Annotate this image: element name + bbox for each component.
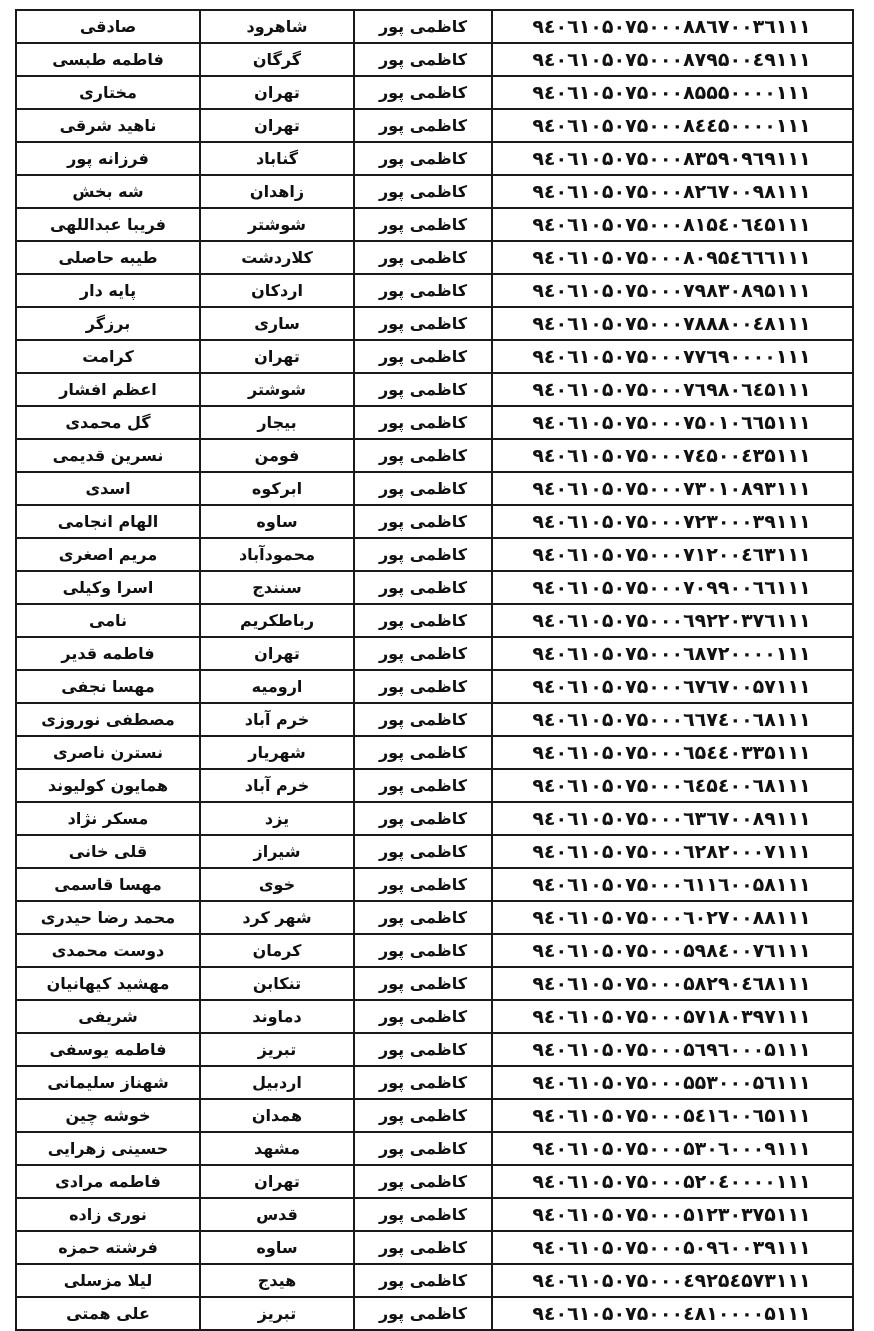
city-cell: سنندج bbox=[200, 571, 354, 604]
city-cell: خوی bbox=[200, 868, 354, 901]
city-cell: شاهرود bbox=[200, 10, 354, 43]
account-number-cell: ۹٤۰٦۱۰۵۰۷۵۰۰۰۵۱۲۳۰۳۷۵۱۱۱ bbox=[492, 1198, 853, 1231]
account-number-cell: ۹٤۰٦۱۰۵۰۷۵۰۰۰٦۸۷۲۰۰۰۰۱۱۱ bbox=[492, 637, 853, 670]
family-name-cell: کاظمی پور bbox=[354, 76, 492, 109]
family-name-cell: کاظمی پور bbox=[354, 307, 492, 340]
table-row bbox=[16, 76, 853, 109]
account-number-cell: ۹٤۰٦۱۰۵۰۷۵۰۰۰۵۰۹٦۰۰۳۹۱۱۱ bbox=[492, 1231, 853, 1264]
person-name-cell: برزگر bbox=[16, 307, 200, 340]
family-name-cell: کاظمی پور bbox=[354, 1033, 492, 1066]
account-number-cell: ۹٤۰٦۱۰۵۰۷۵۰۰۰۷۲۳۰۰۰۳۹۱۱۱ bbox=[492, 505, 853, 538]
table-row bbox=[16, 835, 853, 868]
city-cell: ارومیه bbox=[200, 670, 354, 703]
family-name-cell: کاظمی پور bbox=[354, 274, 492, 307]
person-name-cell: فاطمه قدیر bbox=[16, 637, 200, 670]
table-row bbox=[16, 505, 853, 538]
city-cell: گناباد bbox=[200, 142, 354, 175]
city-cell: مشهد bbox=[200, 1132, 354, 1165]
city-cell: ساوه bbox=[200, 1231, 354, 1264]
person-name-cell: فاطمه مرادی bbox=[16, 1165, 200, 1198]
city-cell: ساری bbox=[200, 307, 354, 340]
account-number-cell: ۹٤۰٦۱۰۵۰۷۵۰۰۰۸۲٦۷۰۰۹۸۱۱۱ bbox=[492, 175, 853, 208]
table-row bbox=[16, 1000, 853, 1033]
family-name-cell: کاظمی پور bbox=[354, 1132, 492, 1165]
account-number-cell: ۹٤۰٦۱۰۵۰۷۵۰۰۰۵۹۸٤۰۰۷٦۱۱۱ bbox=[492, 934, 853, 967]
table-row bbox=[16, 1165, 853, 1198]
account-number-cell: ۹٤۰٦۱۰۵۰۷۵۰۰۰۸۷۹۵۰۰٤۹۱۱۱ bbox=[492, 43, 853, 76]
family-name-cell: کاظمی پور bbox=[354, 868, 492, 901]
family-name-cell: کاظمی پور bbox=[354, 406, 492, 439]
city-cell: فومن bbox=[200, 439, 354, 472]
account-number-cell: ۹٤۰٦۱۰۵۰۷۵۰۰۰۷۷٦۹۰۰۰۰۱۱۱ bbox=[492, 340, 853, 373]
person-name-cell: اسرا وکیلی bbox=[16, 571, 200, 604]
table-row bbox=[16, 109, 853, 142]
family-name-cell: کاظمی پور bbox=[354, 208, 492, 241]
city-cell: تهران bbox=[200, 76, 354, 109]
family-name-cell: کاظمی پور bbox=[354, 373, 492, 406]
account-number-cell: ۹٤۰٦۱۰۵۰۷۵۰۰۰۸٤٤۵۰۰۰۰۱۱۱ bbox=[492, 109, 853, 142]
account-number-cell: ۹٤۰٦۱۰۵۰۷۵۰۰۰٦۹۲۲۰۳۷٦۱۱۱ bbox=[492, 604, 853, 637]
table-row bbox=[16, 637, 853, 670]
city-cell: خرم آباد bbox=[200, 703, 354, 736]
family-name-cell: کاظمی پور bbox=[354, 802, 492, 835]
city-cell: کلاردشت bbox=[200, 241, 354, 274]
account-number-cell: ۹٤۰٦۱۰۵۰۷۵۰۰۰٤۸۱۰۰۰۰۵۱۱۱ bbox=[492, 1297, 853, 1330]
account-number-cell: ۹٤۰٦۱۰۵۰۷۵۰۰۰٦۵٤٤۰۳۳۵۱۱۱ bbox=[492, 736, 853, 769]
family-name-cell: کاظمی پور bbox=[354, 1066, 492, 1099]
city-cell: محمودآباد bbox=[200, 538, 354, 571]
city-cell: شوشتر bbox=[200, 373, 354, 406]
city-cell: کرمان bbox=[200, 934, 354, 967]
person-name-cell: مهسا قاسمی bbox=[16, 868, 200, 901]
family-name-cell: کاظمی پور bbox=[354, 934, 492, 967]
family-name-cell: کاظمی پور bbox=[354, 835, 492, 868]
family-name-cell: کاظمی پور bbox=[354, 1000, 492, 1033]
table-row bbox=[16, 307, 853, 340]
family-name-cell: کاظمی پور bbox=[354, 1198, 492, 1231]
records-table bbox=[15, 9, 854, 1331]
person-name-cell: طیبه حاصلی bbox=[16, 241, 200, 274]
city-cell: ساوه bbox=[200, 505, 354, 538]
account-number-cell: ۹٤۰٦۱۰۵۰۷۵۰۰۰٦۳٦۷۰۰۸۹۱۱۱ bbox=[492, 802, 853, 835]
account-number-cell: ۹٤۰٦۱۰۵۰۷۵۰۰۰۸۱۵٤۰٦٤۵۱۱۱ bbox=[492, 208, 853, 241]
table-row bbox=[16, 1099, 853, 1132]
person-name-cell: الهام انجامی bbox=[16, 505, 200, 538]
city-cell: شهر کرد bbox=[200, 901, 354, 934]
table-row bbox=[16, 142, 853, 175]
account-number-cell: ۹٤۰٦۱۰۵۰۷۵۰۰۰۷۹۸۳۰۸۹۵۱۱۱ bbox=[492, 274, 853, 307]
person-name-cell: نوری زاده bbox=[16, 1198, 200, 1231]
table-row bbox=[16, 1198, 853, 1231]
table-row bbox=[16, 868, 853, 901]
table-row bbox=[16, 736, 853, 769]
family-name-cell: کاظمی پور bbox=[354, 43, 492, 76]
table-row bbox=[16, 1264, 853, 1297]
person-name-cell: مهشید کیهانیان bbox=[16, 967, 200, 1000]
city-cell: تنکابن bbox=[200, 967, 354, 1000]
account-number-cell: ۹٤۰٦۱۰۵۰۷۵۰۰۰۵۷۱۸۰۳۹۷۱۱۱ bbox=[492, 1000, 853, 1033]
person-name-cell: ناهید شرقی bbox=[16, 109, 200, 142]
table-row bbox=[16, 175, 853, 208]
table-row bbox=[16, 538, 853, 571]
table-row bbox=[16, 340, 853, 373]
account-number-cell: ۹٤۰٦۱۰۵۰۷۵۰۰۰۷٦۹۸۰٦٤۵۱۱۱ bbox=[492, 373, 853, 406]
account-number-cell: ۹٤۰٦۱۰۵۰۷۵۰۰۰۸۰۹۵٤٦٦٦۱۱۱ bbox=[492, 241, 853, 274]
person-name-cell: حسینی زهرایی bbox=[16, 1132, 200, 1165]
person-name-cell: شریفی bbox=[16, 1000, 200, 1033]
person-name-cell: کرامت bbox=[16, 340, 200, 373]
city-cell: دماوند bbox=[200, 1000, 354, 1033]
person-name-cell: خوشه چین bbox=[16, 1099, 200, 1132]
city-cell: تهران bbox=[200, 637, 354, 670]
city-cell: ابرکوه bbox=[200, 472, 354, 505]
account-number-cell: ۹٤۰٦۱۰۵۰۷۵۰۰۰۵۸۲۹۰٤٦۸۱۱۱ bbox=[492, 967, 853, 1000]
city-cell: تهران bbox=[200, 1165, 354, 1198]
table-row bbox=[16, 274, 853, 307]
account-number-cell: ۹٤۰٦۱۰۵۰۷۵۰۰۰٦۰۲۷۰۰۸۸۱۱۱ bbox=[492, 901, 853, 934]
family-name-cell: کاظمی پور bbox=[354, 439, 492, 472]
family-name-cell: کاظمی پور bbox=[354, 571, 492, 604]
account-number-cell: ۹٤۰٦۱۰۵۰۷۵۰۰۰۵۳۰٦۰۰۰۹۱۱۱ bbox=[492, 1132, 853, 1165]
person-name-cell: فاطمه طبسی bbox=[16, 43, 200, 76]
person-name-cell: نامی bbox=[16, 604, 200, 637]
person-name-cell: شه بخش bbox=[16, 175, 200, 208]
person-name-cell: پایه دار bbox=[16, 274, 200, 307]
account-number-cell: ۹٤۰٦۱۰۵۰۷۵۰۰۰٦۱۱٦۰۰۵۸۱۱۱ bbox=[492, 868, 853, 901]
account-number-cell: ۹٤۰٦۱۰۵۰۷۵۰۰۰٦٦۷٤۰۰٦۸۱۱۱ bbox=[492, 703, 853, 736]
family-name-cell: کاظمی پور bbox=[354, 1165, 492, 1198]
table-row bbox=[16, 802, 853, 835]
person-name-cell: صادقی bbox=[16, 10, 200, 43]
account-number-cell: ۹٤۰٦۱۰۵۰۷۵۰۰۰۸۳۵۹۰۹٦۹۱۱۱ bbox=[492, 142, 853, 175]
person-name-cell: لیلا مزسلی bbox=[16, 1264, 200, 1297]
city-cell: هیدج bbox=[200, 1264, 354, 1297]
family-name-cell: کاظمی پور bbox=[354, 769, 492, 802]
city-cell: اردکان bbox=[200, 274, 354, 307]
family-name-cell: کاظمی پور bbox=[354, 142, 492, 175]
city-cell: زاهدان bbox=[200, 175, 354, 208]
person-name-cell: همایون کولیوند bbox=[16, 769, 200, 802]
family-name-cell: کاظمی پور bbox=[354, 967, 492, 1000]
table-row bbox=[16, 1066, 853, 1099]
city-cell: شوشتر bbox=[200, 208, 354, 241]
person-name-cell: فاطمه یوسفی bbox=[16, 1033, 200, 1066]
city-cell: تهران bbox=[200, 109, 354, 142]
family-name-cell: کاظمی پور bbox=[354, 241, 492, 274]
table-row bbox=[16, 373, 853, 406]
family-name-cell: کاظمی پور bbox=[354, 1264, 492, 1297]
city-cell: شیراز bbox=[200, 835, 354, 868]
city-cell: بیجار bbox=[200, 406, 354, 439]
person-name-cell: شهناز سلیمانی bbox=[16, 1066, 200, 1099]
family-name-cell: کاظمی پور bbox=[354, 472, 492, 505]
table-row bbox=[16, 472, 853, 505]
person-name-cell: مهسا نجفی bbox=[16, 670, 200, 703]
city-cell: تبریز bbox=[200, 1033, 354, 1066]
account-number-cell: ۹٤۰٦۱۰۵۰۷۵۰۰۰۵۲۰٤۰۰۰۰۱۱۱ bbox=[492, 1165, 853, 1198]
person-name-cell: علی همتی bbox=[16, 1297, 200, 1330]
account-number-cell: ۹٤۰٦۱۰۵۰۷۵۰۰۰۵٦۹٦۰۰۰۵۱۱۱ bbox=[492, 1033, 853, 1066]
city-cell: قدس bbox=[200, 1198, 354, 1231]
table-row bbox=[16, 1297, 853, 1330]
table-row bbox=[16, 571, 853, 604]
table-row bbox=[16, 208, 853, 241]
family-name-cell: کاظمی پور bbox=[354, 10, 492, 43]
table-row bbox=[16, 10, 853, 43]
family-name-cell: کاظمی پور bbox=[354, 538, 492, 571]
table-row bbox=[16, 670, 853, 703]
account-number-cell: ۹٤۰٦۱۰۵۰۷۵۰۰۰۸۵۵۵۰۰۰۰۱۱۱ bbox=[492, 76, 853, 109]
city-cell: رباطکریم bbox=[200, 604, 354, 637]
table-row bbox=[16, 967, 853, 1000]
person-name-cell: فرزانه پور bbox=[16, 142, 200, 175]
person-name-cell: مریم اصغری bbox=[16, 538, 200, 571]
family-name-cell: کاظمی پور bbox=[354, 1231, 492, 1264]
city-cell: تبریز bbox=[200, 1297, 354, 1330]
account-number-cell: ۹٤۰٦۱۰۵۰۷۵۰۰۰٤۹۲۵٤۵۷۳۱۱۱ bbox=[492, 1264, 853, 1297]
account-number-cell: ۹٤۰٦۱۰۵۰۷۵۰۰۰٦٤۵٤۰۰٦۸۱۱۱ bbox=[492, 769, 853, 802]
account-number-cell: ۹٤۰٦۱۰۵۰۷۵۰۰۰٦۷٦۷۰۰۵۷۱۱۱ bbox=[492, 670, 853, 703]
person-name-cell: دوست محمدی bbox=[16, 934, 200, 967]
person-name-cell: نسترن ناصری bbox=[16, 736, 200, 769]
table-row bbox=[16, 1231, 853, 1264]
family-name-cell: کاظمی پور bbox=[354, 637, 492, 670]
city-cell: خرم آباد bbox=[200, 769, 354, 802]
table-row bbox=[16, 604, 853, 637]
person-name-cell: محمد رضا حیدری bbox=[16, 901, 200, 934]
family-name-cell: کاظمی پور bbox=[354, 1297, 492, 1330]
account-number-cell: ۹٤۰٦۱۰۵۰۷۵۰۰۰۷٤۵۰۰٤۳۵۱۱۱ bbox=[492, 439, 853, 472]
table-row bbox=[16, 1132, 853, 1165]
family-name-cell: کاظمی پور bbox=[354, 703, 492, 736]
table-row bbox=[16, 43, 853, 76]
person-name-cell: فریبا عبداللهی bbox=[16, 208, 200, 241]
family-name-cell: کاظمی پور bbox=[354, 670, 492, 703]
person-name-cell: فرشته حمزه bbox=[16, 1231, 200, 1264]
records-table-body bbox=[16, 10, 853, 1330]
family-name-cell: کاظمی پور bbox=[354, 1099, 492, 1132]
account-number-cell: ۹٤۰٦۱۰۵۰۷۵۰۰۰۷۸۸۸۰۰٤۸۱۱۱ bbox=[492, 307, 853, 340]
account-number-cell: ۹٤۰٦۱۰۵۰۷۵۰۰۰۵۵۳۰۰۰۵٦۱۱۱ bbox=[492, 1066, 853, 1099]
account-number-cell: ۹٤۰٦۱۰۵۰۷۵۰۰۰٦۲۸۲۰۰۰۷۱۱۱ bbox=[492, 835, 853, 868]
city-cell: اردبیل bbox=[200, 1066, 354, 1099]
person-name-cell: گل محمدی bbox=[16, 406, 200, 439]
city-cell: تهران bbox=[200, 340, 354, 373]
family-name-cell: کاظمی پور bbox=[354, 901, 492, 934]
person-name-cell: اعظم افشار bbox=[16, 373, 200, 406]
family-name-cell: کاظمی پور bbox=[354, 109, 492, 142]
account-number-cell: ۹٤۰٦۱۰۵۰۷۵۰۰۰۷۰۹۹۰۰٦٦۱۱۱ bbox=[492, 571, 853, 604]
person-name-cell: نسرین قدیمی bbox=[16, 439, 200, 472]
table-row bbox=[16, 439, 853, 472]
family-name-cell: کاظمی پور bbox=[354, 604, 492, 637]
person-name-cell: مصطفی نوروزی bbox=[16, 703, 200, 736]
person-name-cell: مسکر نژاد bbox=[16, 802, 200, 835]
table-row bbox=[16, 703, 853, 736]
city-cell: همدان bbox=[200, 1099, 354, 1132]
city-cell: گرگان bbox=[200, 43, 354, 76]
city-cell: یزد bbox=[200, 802, 354, 835]
account-number-cell: ۹٤۰٦۱۰۵۰۷۵۰۰۰۷۱۲۰۰٤٦۳۱۱۱ bbox=[492, 538, 853, 571]
person-name-cell: قلی خانی bbox=[16, 835, 200, 868]
person-name-cell: مختاری bbox=[16, 76, 200, 109]
city-cell: شهریار bbox=[200, 736, 354, 769]
account-number-cell: ۹٤۰٦۱۰۵۰۷۵۰۰۰۷۳۰۱۰۸۹۳۱۱۱ bbox=[492, 472, 853, 505]
table-row bbox=[16, 901, 853, 934]
account-number-cell: ۹٤۰٦۱۰۵۰۷۵۰۰۰۵٤۱٦۰۰٦۵۱۱۱ bbox=[492, 1099, 853, 1132]
table-row bbox=[16, 241, 853, 274]
family-name-cell: کاظمی پور bbox=[354, 340, 492, 373]
table-row bbox=[16, 934, 853, 967]
table-row bbox=[16, 1033, 853, 1066]
table-row bbox=[16, 406, 853, 439]
account-number-cell: ۹٤۰٦۱۰۵۰۷۵۰۰۰۷۵۰۱۰٦٦۵۱۱۱ bbox=[492, 406, 853, 439]
account-number-cell: ۹٤۰٦۱۰۵۰۷۵۰۰۰۸۸٦۷۰۰۳٦۱۱۱ bbox=[492, 10, 853, 43]
family-name-cell: کاظمی پور bbox=[354, 736, 492, 769]
family-name-cell: کاظمی پور bbox=[354, 175, 492, 208]
person-name-cell: اسدی bbox=[16, 472, 200, 505]
table-row bbox=[16, 769, 853, 802]
family-name-cell: کاظمی پور bbox=[354, 505, 492, 538]
